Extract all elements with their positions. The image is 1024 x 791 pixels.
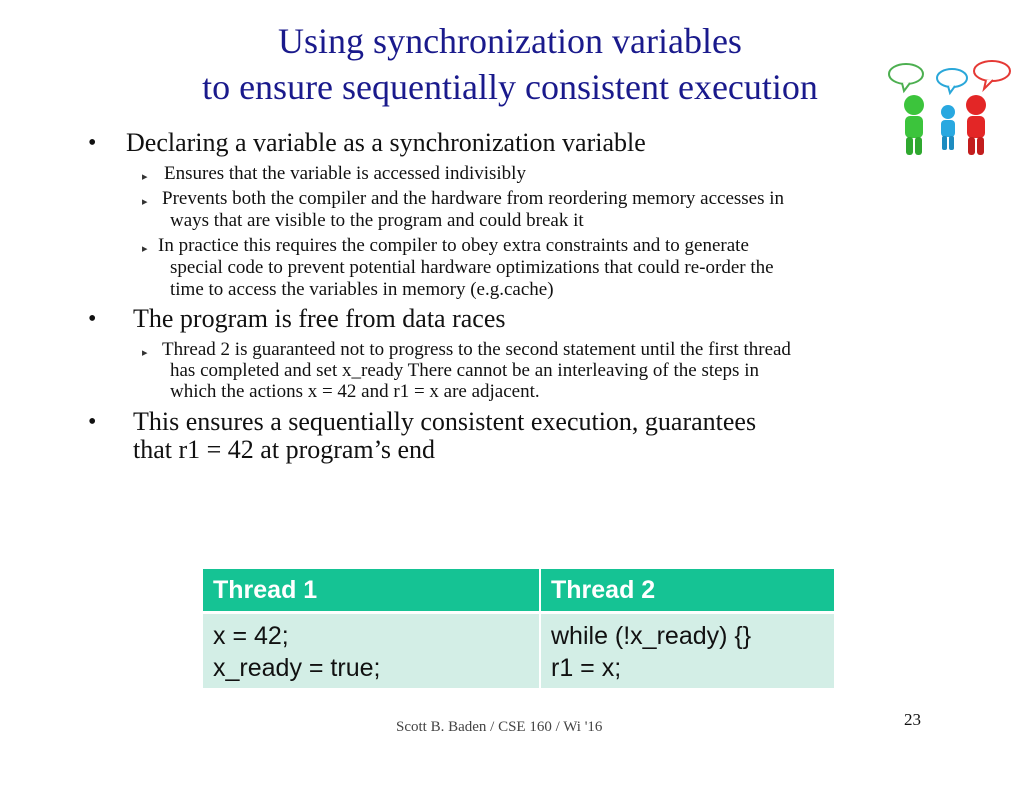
sub-arrow-icon: ▸ [142, 171, 148, 183]
thread-2-line-2: r1 = x; [551, 654, 622, 682]
bullet-1-sub-3-line-3: time to access the variables in memory (e.g.cache) [170, 279, 554, 300]
thread-2-code-cell [540, 613, 835, 689]
page-number: 23 [904, 710, 921, 729]
bullet-1-sub-2-line-1: Prevents both the compiler and the hardware from reordering memory accesses in [162, 188, 785, 209]
sub-arrow-icon: ▸ [142, 347, 148, 359]
slide-title-line-1: Using synchronization variables [278, 21, 742, 61]
thread-1-line-2: x_ready = true; [213, 654, 381, 682]
bullet-1-sub-2-line-2: ways that are visible to the program and could break it [170, 210, 584, 231]
thread-1-code-cell [203, 613, 540, 689]
table-row [203, 613, 835, 689]
thread-2-line-1: while (!x_ready) {} [551, 622, 752, 650]
sub-arrow-icon: ▸ [142, 243, 148, 255]
bullet-2-sub-1-line-3: which the actions x = 42 and r1 = x are adjacent. [170, 381, 540, 402]
threads-table [203, 569, 836, 688]
bullet-3-line-1: This ensures a sequentially consistent execution, guarantees [133, 407, 757, 436]
bullet-1-text: Declaring a variable as a synchronization variable [126, 128, 646, 157]
bullet-icon: • [88, 306, 97, 332]
bullet-1-sub-3-line-1: In practice this requires the compiler to obey extra constraints and to generate [158, 235, 749, 256]
slide-footer: Scott B. Baden / CSE 160 / Wi '16 [396, 719, 603, 735]
bullet-icon: • [88, 130, 97, 156]
bullet-2-sub-1-line-2: has completed and set x_ready There cannot be an interleaving of the steps in [170, 360, 759, 381]
sub-arrow-icon: ▸ [142, 196, 148, 208]
bullet-1-sub-1-line-1: Ensures that the variable is accessed indivisibly [164, 163, 526, 184]
bullet-3-line-2: that r1 = 42 at program’s end [133, 435, 436, 464]
table-header-row [203, 569, 835, 613]
bullet-2-sub-1-line-1: Thread 2 is guaranteed not to progress to the second statement until the first thread [162, 339, 791, 360]
bullet-2-text: The program is free from data races [133, 304, 506, 333]
slide-title-line-2: to ensure sequentially consistent execution [202, 67, 818, 107]
table-header-thread-1: Thread 1 [203, 569, 540, 613]
slide-title [150, 18, 870, 110]
table-header-thread-2: Thread 2 [540, 569, 835, 613]
people-talking-icon [880, 60, 1016, 160]
bullet-icon: • [88, 409, 97, 435]
thread-1-line-1: x = 42; [213, 622, 289, 650]
bullet-1-sub-3-line-2: special code to prevent potential hardware optimizations that could re-order the [170, 257, 774, 278]
